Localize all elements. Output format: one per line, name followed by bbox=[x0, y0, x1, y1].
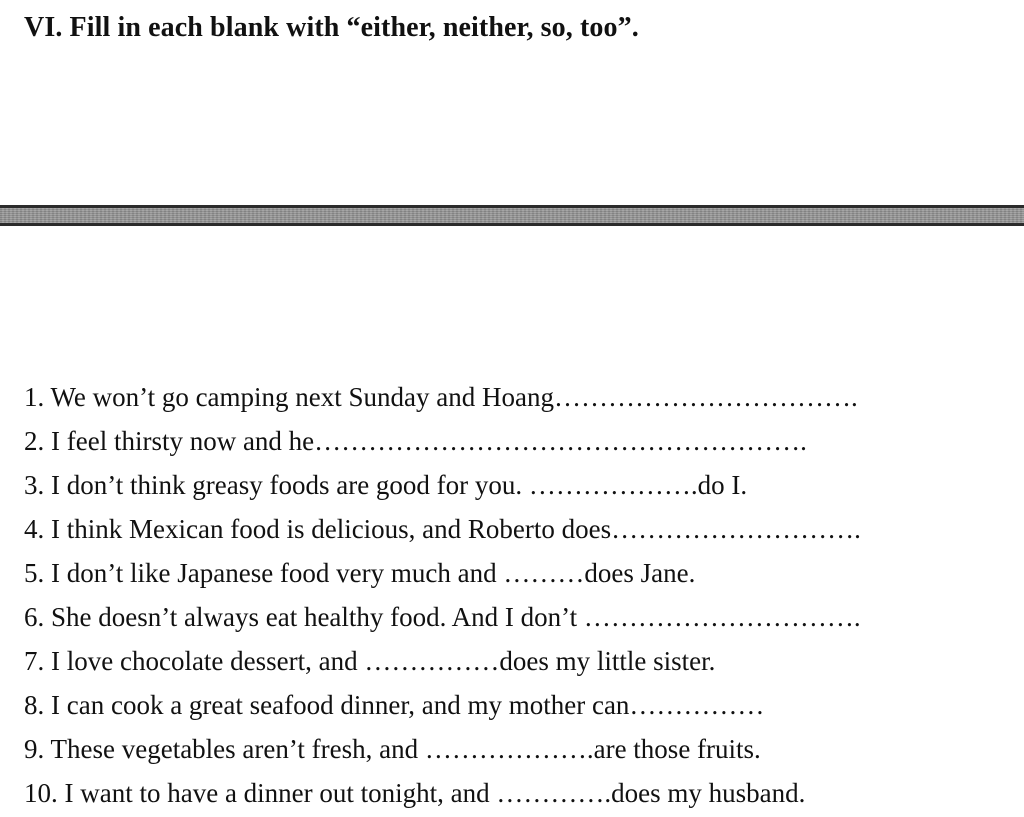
exercise-item-7: 7. I love chocolate dessert, and ……………does my little sister. bbox=[24, 646, 716, 676]
exercise-item-5: 5. I don’t like Japanese food very much and ………does Jane. bbox=[24, 558, 696, 588]
exercise-item-1: 1. We won’t go camping next Sunday and Hoang……………………………. bbox=[24, 382, 858, 412]
exercise-item-2: 2. I feel thirsty now and he………………………………………………. bbox=[24, 426, 807, 456]
exercise-list bbox=[24, 377, 1019, 817]
exercise-item-10: 10. I want to have a dinner out tonight, and ………….does my husband. bbox=[24, 778, 806, 808]
exercise-item-4: 4. I think Mexican food is delicious, and Roberto does………………………. bbox=[24, 514, 861, 544]
exercise-item-6: 6. She doesn’t always eat healthy food. And I don’t …………………………. bbox=[24, 602, 861, 632]
exercise-item-9: 9. These vegetables aren’t fresh, and ……………….are those fruits. bbox=[24, 734, 761, 764]
exercise-item-8: 8. I can cook a great seafood dinner, and my mother can…………… bbox=[24, 690, 765, 720]
exercise-item-3: 3. I don’t think greasy foods are good for you. ……………….do I. bbox=[24, 470, 748, 500]
section-divider bbox=[0, 205, 1024, 226]
exercise-title: VI. Fill in each blank with “either, neither, so, too”. bbox=[24, 12, 639, 43]
